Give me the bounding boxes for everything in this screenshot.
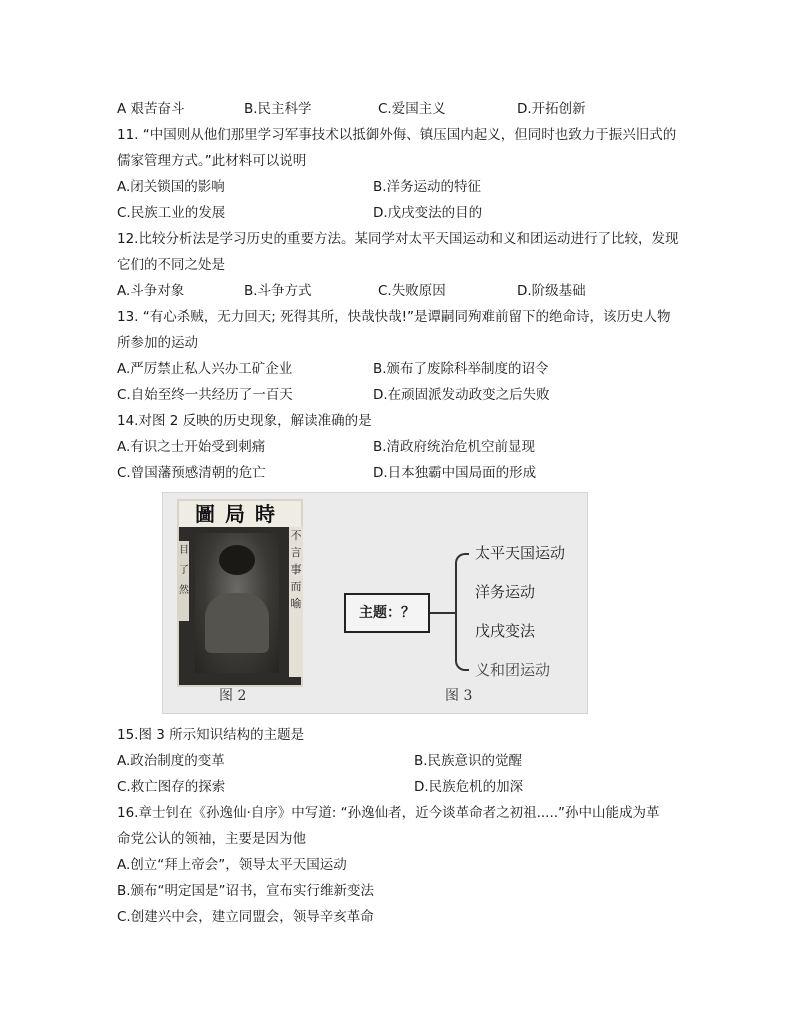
q14-stem: 14.对图 2 反映的历史现象，解读准确的是 [117, 413, 372, 429]
topic-box: 主题：？ [344, 593, 430, 633]
q14-option-d: D.日本独霸中国局面的形成 [373, 465, 537, 481]
q14-options-row2 [117, 460, 682, 486]
q13-options-row1 [117, 356, 682, 382]
q15-option-a: A.政治制度的变革 [117, 753, 225, 769]
q11-stem-line2: 儒家管理方式。”此材料可以说明 [117, 153, 307, 169]
branch-1: 太平天国运动 [475, 544, 566, 562]
bracket-stem [430, 612, 455, 614]
q14-option-a: A.有识之士开始受到刺痛 [117, 439, 266, 455]
q15-options-row2 [117, 774, 682, 800]
q13-option-b: B.颁布了废除科举制度的诏令 [373, 361, 549, 377]
q10-option-a: A 艰苦奋斗 [117, 101, 185, 117]
q15-option-d: D.民族危机的加深 [414, 779, 524, 795]
q11-options-row2 [117, 200, 682, 226]
poster-side-text: 不言事而喻 [289, 527, 303, 677]
q13-stem-line2: 所参加的运动 [117, 335, 198, 351]
q12-option-d: D.阶级基础 [517, 283, 586, 299]
q14-option-b: B.清政府统治危机空前显现 [373, 439, 536, 455]
poster-left-text: 目了然 [179, 541, 189, 621]
q13-option-d: D.在顽固派发动政变之后失败 [373, 387, 550, 403]
q15-options-row1 [117, 748, 682, 774]
poster-title: 圖局時 [179, 501, 301, 527]
q12-option-c: C.失败原因 [378, 283, 446, 299]
q16-stem-line2: 命党公认的领袖，主要是因为他 [117, 831, 306, 847]
q11-stem-line1: 11. “中国则从他们那里学习军事技术以抵御外侮、镇压国内起义，但同时也致力于振兴旧式的 [117, 127, 677, 143]
q12-stem-line2: 它们的不同之处是 [117, 257, 225, 273]
q12-stem-line1: 12.比较分析法是学习历史的重要方法。某同学对太平天国运动和义和团运动进行了比较，发现 [117, 231, 679, 247]
q11-option-c: C.民族工业的发展 [117, 205, 226, 221]
branch-2: 洋务运动 [475, 583, 536, 601]
q16-option-c: C.创建兴中会，建立同盟会，领导辛亥革命 [117, 909, 374, 925]
q13-stem-line1: 13. “有心杀贼，无力回天; 死得其所，快哉快哉!”是谭嗣同殉难前留下的绝命诗，该历史人物 [117, 309, 671, 325]
q10-options [117, 96, 682, 122]
q16-option-b: B.颁布“明定国是”诏书，宣布实行维新变法 [117, 883, 375, 899]
q11-option-a: A.闭关锁国的影响 [117, 179, 225, 195]
q14-option-c: C.曾国藩预感清朝的危亡 [117, 465, 266, 481]
figure-2-and-3 [162, 492, 588, 714]
figure-2-caption: 图 2 [219, 688, 247, 704]
shijutu-poster-image [177, 499, 303, 687]
q16-stem-line1: 16.章士钊在《孙逸仙·自序》中写道: “孙逸仙者，近今谈革命者之初祖.....”孙中山能成为革 [117, 805, 660, 821]
branch-4: 义和团运动 [475, 661, 551, 679]
q11-options-row1 [117, 174, 682, 200]
q10-option-c: C.爱国主义 [378, 101, 446, 117]
q16-option-a: A.创立“拜上帝会”，领导太平天国运动 [117, 857, 347, 873]
q15-option-b: B.民族意识的觉醒 [414, 753, 523, 769]
q12-option-a: A.斗争对象 [117, 283, 185, 299]
branch-3: 戊戌变法 [475, 622, 536, 640]
q12-options [117, 278, 682, 304]
figure-3-caption: 图 3 [445, 688, 473, 704]
q11-option-b: B.洋务运动的特征 [373, 179, 482, 195]
q13-option-a: A.严厉禁止私人兴办工矿企业 [117, 361, 293, 377]
poster-illustration [195, 533, 279, 673]
brace-bracket [455, 553, 469, 671]
q12-option-b: B.斗争方式 [244, 283, 312, 299]
q13-options-row2 [117, 382, 682, 408]
q15-option-c: C.救亡图存的探索 [117, 779, 226, 795]
q10-option-d: D.开拓创新 [517, 101, 586, 117]
question-list [117, 96, 682, 930]
q11-option-d: D.戊戌变法的目的 [373, 205, 483, 221]
q15-stem: 15.图 3 所示知识结构的主题是 [117, 727, 305, 743]
q10-option-b: B.民主科学 [244, 101, 312, 117]
q13-option-c: C.自始至终一共经历了一百天 [117, 387, 293, 403]
q14-options-row1 [117, 434, 682, 460]
